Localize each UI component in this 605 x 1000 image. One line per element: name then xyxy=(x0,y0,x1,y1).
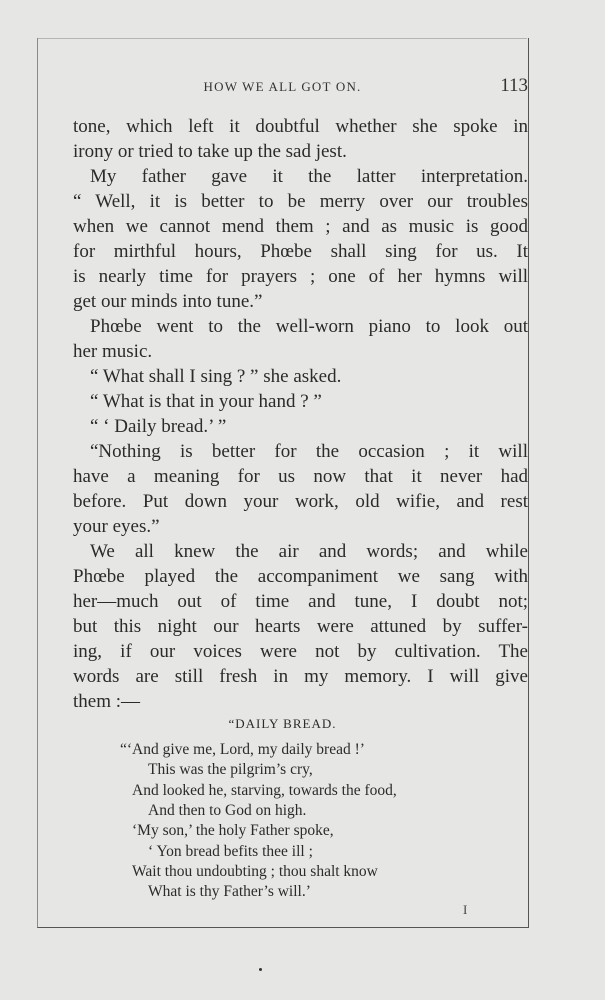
text-line: when we cannot mend them ; and as music is good xyxy=(73,216,528,237)
text-line: Phœbe went to the well-worn piano to look out xyxy=(90,316,528,337)
text-line: have a meaning for us now that it never had xyxy=(73,466,528,487)
text-line: her music. xyxy=(73,341,153,362)
poem-line: And then to God on high. xyxy=(148,801,307,819)
poem-line: And looked he, starving, towards the food, xyxy=(132,781,397,799)
poem-title: “DAILY BREAD. xyxy=(228,716,337,731)
text-line: Phœbe played the accompaniment we sang with xyxy=(73,566,528,587)
body-text xyxy=(73,114,528,714)
poem-line: What is thy Father’s will.’ xyxy=(148,883,311,901)
poem-line: Wait thou undoubting ; thou shalt know xyxy=(132,862,378,880)
text-line: words are still fresh in my memory. I will give xyxy=(73,666,528,687)
text-line: My father gave it the latter interpretation. xyxy=(90,166,528,187)
poem-line: “‘And give me, Lord, my daily bread !’ xyxy=(120,741,365,758)
text-line: them :— xyxy=(73,691,141,712)
text-line: her—much out of time and tune, I doubt not; xyxy=(73,591,528,612)
text-line: but this night our hearts were attuned by suffer- xyxy=(73,616,528,637)
text-line: your eyes.” xyxy=(73,516,160,537)
text-line: “ What is that in your hand ? ” xyxy=(90,391,322,412)
poem-line: This was the pilgrim’s cry, xyxy=(148,761,313,779)
text-line: irony or tried to take up the sad jest. xyxy=(73,141,347,162)
text-line: “ ‘ Daily bread.’ ” xyxy=(90,416,227,437)
text-line: “ Well, it is better to be merry over our troubles xyxy=(73,191,528,212)
poem-line: ‘My son,’ the holy Father spoke, xyxy=(132,822,334,840)
print-speck xyxy=(259,968,262,971)
page-number: 113 xyxy=(500,75,528,96)
text-line: We all knew the air and words; and while xyxy=(90,541,528,562)
text-line: before. Put down your work, old wifie, and rest xyxy=(73,491,528,512)
signature-mark: I xyxy=(463,902,468,917)
text-line: ing, if our voices were not by cultivation. The xyxy=(73,641,528,662)
text-line: for mirthful hours, Phœbe shall sing for us. It xyxy=(73,241,528,262)
text-line: is nearly time for prayers ; one of her hymns will xyxy=(73,266,528,287)
text-line: tone, which left it doubtful whether she spoke in xyxy=(73,116,528,137)
text-line: “Nothing is better for the occasion ; it will xyxy=(90,441,528,462)
poem-line: ‘ Yon bread befits thee ill ; xyxy=(148,842,313,860)
text-line: “ What shall I sing ? ” she asked. xyxy=(90,366,342,387)
running-title: HOW WE ALL GOT ON. xyxy=(203,79,362,94)
text-line: get our minds into tune.” xyxy=(73,291,263,312)
